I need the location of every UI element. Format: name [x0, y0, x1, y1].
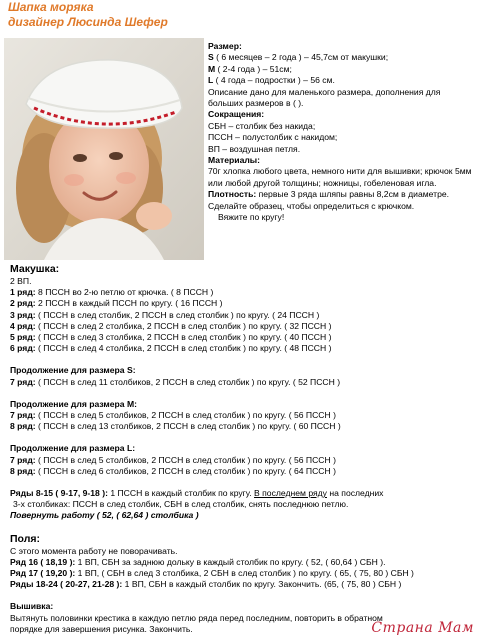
size-s-heading: Продолжение для размера S:: [10, 365, 136, 376]
brim-intro: С этого момента работу не поворачивать.: [10, 545, 178, 556]
page-header: [8, 0, 168, 30]
abbr-item: ПССН – полустолбик с накидом;: [208, 132, 338, 143]
girl-in-sailor-hat-photo: [4, 38, 204, 260]
size-m-line: M ( 2-4 года ) – 51см;: [208, 63, 292, 74]
abbr-item: СБН – столбик без накида;: [208, 120, 316, 131]
turn-instruction: Повернуть работу ( 52, ( 62,64 ) столбика ): [10, 510, 199, 521]
size-m-heading: Продолжение для размера M:: [10, 398, 137, 409]
materials-heading: Материалы:: [208, 155, 261, 166]
pattern-row: 8 ряд: ( ПССН в след 6 столбиков, 2 ПССН в след столбик ) по кругу. ( 64 ПССН ): [10, 465, 336, 476]
brim-heading: Поля:: [10, 532, 40, 545]
abbr-heading: Сокращения:: [208, 109, 265, 120]
pattern-row: 6 ряд: ( ПССН в след 4 столбика, 2 ПССН в след столбик ) по кругу. ( 48 ПССН ): [10, 343, 332, 354]
pattern-row: Ряд 17 ( 19,20 ): 1 ВП, ( СБН в след 3 столбика, 2 СБН в след столбик ) по кругу. ( 65, ( 75, 80 ) СБН ): [10, 568, 414, 579]
pattern-row: 7 ряд: ( ПССН в след 5 столбиков, 2 ПССН в след столбик ) по кругу. ( 56 ПССН ): [10, 454, 336, 465]
density-line: Плотность: первые 3 ряда шляпы равны 8,2см в диаметре. Сделайте образец, чтобы определиться с крючком.: [208, 189, 450, 211]
round-note: Вяжите по кругу!: [218, 212, 285, 223]
pattern-title: Шапка моряка: [8, 0, 94, 14]
abbr-item: ВП – воздушная петля.: [208, 143, 301, 154]
materials-text: 70г хлопка любого цвета, немного нити для вышивки; крючок 5мм или любой другой толщины; ножницы, гобеленовая игла.: [208, 166, 472, 188]
size-note: Описание дано для маленького размера, дополнения для больших размеров в ( ).: [208, 86, 441, 109]
pattern-row: 3 ряд: ( ПССН в след столбик, 2 ПССН в след столбик ) по кругу. ( 24 ПССН ): [10, 309, 320, 320]
pattern-row: 7 ряд: ( ПССН в след 5 столбиков, 2 ПССН в след столбик ) по кругу. ( 56 ПССН ): [10, 410, 336, 421]
pattern-row: 1 ряд: 8 ПССН во 2-ю петлю от крючка. ( 8 ПССН ): [10, 287, 214, 298]
pattern-row: Ряд 16 ( 18,19 ): 1 ВП, СБН за заднюю дольку в каждый столбик по кругу. ( 52, ( 60,64 ) СБН ).: [10, 556, 386, 567]
embroidery-heading: Вышивка:: [10, 601, 54, 612]
designer-credit: дизайнер Люсинда Шефер: [8, 15, 168, 29]
embroidery-text: Вытянуть половинки крестика в каждую петлю ряда перед последним, повторить в обратном: [10, 612, 383, 623]
rows-8-15: Ряды 8-15 ( 9-17, 9-18 ): 1 ПССН в каждый столбик по кругу. В последнем ряду на последних: [10, 488, 384, 499]
size-l-line: L ( 4 года – подростки ) – 56 см.: [208, 75, 335, 86]
crown-heading: Макушка:: [10, 263, 60, 275]
embroidery-text: порядке для завершения рисунка. Закончить.: [10, 623, 193, 634]
pattern-row: 5 ряд: ( ПССН в след 3 столбика, 2 ПССН в след столбик ) по кругу. ( 40 ПССН ): [10, 332, 332, 343]
rows-8-15-cont: 3-х столбиках: ПССН в след столбик, СБН в след столбик, снять последнюю петлю.: [13, 499, 349, 510]
pattern-row: 8 ряд: ( ПССН в след 13 столбиков, 2 ПССН в след столбик ) по кругу. ( 60 ПССН ): [10, 421, 341, 432]
crown-section: [10, 263, 476, 635]
crown-start: 2 ВП.: [10, 276, 32, 286]
size-heading: Размер:: [208, 41, 242, 51]
pattern-row: 2 ряд: 2 ПССН в каждый ПССН по кругу. ( 16 ПССН ): [10, 298, 223, 309]
pattern-row: 4 ряд: ( ПССН в след 2 столбика, 2 ПССН в след столбик ) по кругу. ( 32 ПССН ): [10, 320, 332, 331]
pattern-row: Ряды 18-24 ( 20-27, 21-28 ): 1 ВП, СБН в каждый столбик по кругу. Закончить. (65, ( 75, 80 ) СБН ): [10, 579, 402, 590]
pattern-row: 7 ряд: ( ПССН в след 11 столбиков, 2 ПССН в след столбик ) по кругу. ( 52 ПССН ): [10, 376, 341, 387]
size-l-heading: Продолжение для размера L:: [10, 443, 136, 454]
pattern-specs: [208, 41, 476, 224]
site-watermark: Страна Мам: [371, 620, 474, 636]
size-s-line: S ( 6 месяцев – 2 года ) – 45,7см от макушки;: [208, 52, 389, 63]
